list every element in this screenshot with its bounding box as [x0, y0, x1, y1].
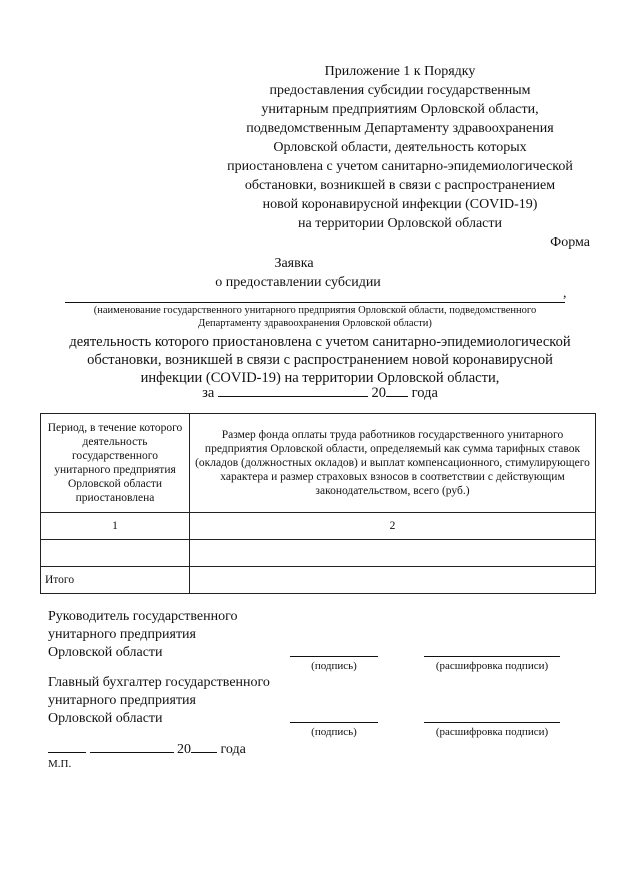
appendix-line: новой коронавирусной инфекции (COVID-19): [262, 197, 538, 212]
accountant-signature-line[interactable]: [290, 722, 378, 723]
col-number-1: 1: [41, 513, 190, 540]
appendix-line: предоставления субсидии государственным: [269, 83, 531, 98]
period-year-prefix: 20: [371, 385, 387, 401]
appendix-line: Приложение 1 к Порядку: [324, 64, 476, 79]
date-day-blank[interactable]: [48, 740, 86, 753]
enterprise-name-line[interactable]: [65, 302, 565, 303]
accountant-decipher-line[interactable]: [424, 722, 560, 723]
date-suffix: года: [220, 742, 246, 757]
accountant-signature-caption: (подпись): [311, 726, 357, 738]
head-line: унитарного предприятия: [48, 627, 196, 642]
enterprise-name-caption: [55, 304, 575, 330]
table-cell-amount[interactable]: [190, 540, 596, 567]
table-number-row: [41, 513, 596, 540]
stamp-label: М.П.: [48, 758, 72, 770]
appendix-line: на территории Орловской области: [298, 216, 502, 231]
period-suffix: года: [411, 385, 438, 401]
appendix-header: [200, 62, 600, 233]
accountant-title: [48, 674, 270, 728]
total-label: Итого: [41, 567, 190, 594]
date-year-prefix: 20: [177, 742, 191, 757]
head-decipher-caption: (расшифровка подписи): [435, 660, 549, 672]
table-cell-period[interactable]: [41, 540, 190, 567]
head-line: Орловской области: [48, 645, 163, 660]
date-line: [48, 740, 246, 758]
period-year-blank[interactable]: [386, 384, 408, 397]
date-month-blank[interactable]: [90, 740, 174, 753]
head-line: Руководитель государственного: [48, 609, 238, 624]
appendix-line: унитарным предприятиям Орловской области,: [261, 102, 539, 117]
total-amount-cell[interactable]: [190, 567, 596, 594]
table-total-row: [41, 567, 596, 594]
period-prefix: за: [202, 385, 215, 401]
col-number-2: 2: [190, 513, 596, 540]
header-payroll: Размер фонда оплаты труда работников государственного унитарного предприятия Орловской области, определяемый как сумма тарифных ставок (окладов (должностных окладов) и выплат компенсационного, стимулирующего характера и размер страховых взносов в соответствии с действующим законодательством, всего (руб.): [190, 414, 596, 513]
application-title: [0, 254, 640, 292]
application-title-line1: Заявка: [274, 256, 314, 271]
caption-line: (наименование государственного унитарного предприятия Орловской области, подведомственного: [93, 305, 537, 316]
appendix-line: подведомственным Департаменту здравоохранения: [246, 121, 554, 136]
accountant-line: Орловской области: [48, 711, 163, 726]
header-period: Период, в течение которого деятельность государственного унитарного предприятия Орловской области приостановлена: [41, 414, 190, 513]
appendix-line: обстановки, возникшей в связи с распространением: [244, 178, 556, 193]
table-row: [41, 540, 596, 567]
form-label: Форма: [550, 235, 590, 250]
date-year-blank[interactable]: [191, 740, 217, 753]
appendix-line: Орловской области, деятельность которых: [273, 140, 527, 155]
accountant-line: Главный бухгалтер государственного: [48, 675, 270, 690]
line-comma: ,: [563, 286, 567, 301]
body-line: инфекции (COVID-19) на территории Орловской области,: [140, 370, 500, 386]
head-decipher-line[interactable]: [424, 656, 560, 657]
head-signature-line[interactable]: [290, 656, 378, 657]
body-text: [30, 333, 610, 387]
accountant-decipher-caption: (расшифровка подписи): [435, 726, 549, 738]
body-line: обстановки, возникшей в связи с распространением новой коронавирусной: [87, 352, 553, 368]
body-line: деятельность которого приостановлена с учетом санитарно-эпидемиологической: [69, 334, 571, 350]
table-header-row: [41, 414, 596, 513]
period-blank[interactable]: [218, 384, 368, 397]
appendix-line: приостановлена с учетом санитарно-эпидемиологической: [227, 159, 573, 174]
subsidy-table: [40, 413, 596, 594]
application-title-line2: о предоставлении субсидии: [215, 275, 381, 290]
accountant-line: унитарного предприятия: [48, 693, 196, 708]
head-title: [48, 608, 238, 662]
caption-line: Департаменту здравоохранения Орловской области): [198, 318, 432, 329]
period-line: [0, 384, 640, 402]
head-signature-caption: (подпись): [311, 660, 357, 672]
